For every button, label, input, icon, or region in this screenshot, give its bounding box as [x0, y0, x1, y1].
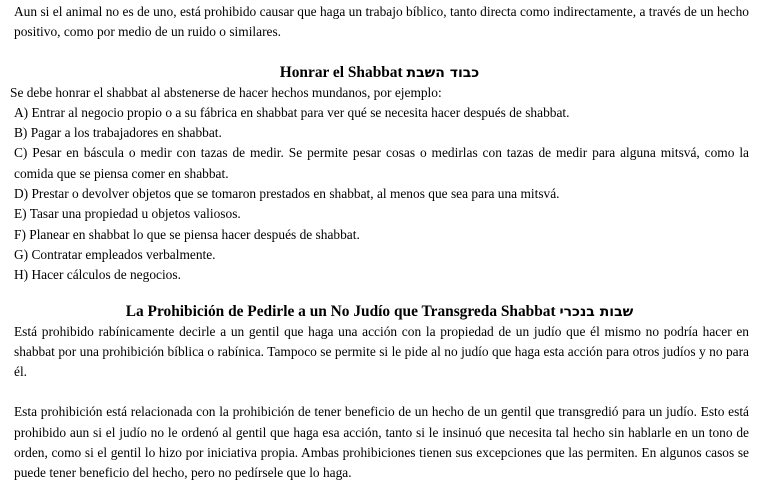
shabbat-list	[10, 103, 749, 286]
section-title: Honrar el Shabbat	[279, 63, 403, 81]
body-paragraph: Está prohibido rabínicamente decirle a un gentil que haga una acción con la propiedad de un judío que él mismo no podría hacer en shabbat por una prohibición bíblica o rabínica. Tampoco se permite si le pide al no judío que haga esta acción para otros judíos y no para él.	[14, 323, 749, 380]
hebrew-title: שבות בנכרי	[559, 303, 634, 320]
section-title: La Prohibición de Pedirle a un No Judío que Transgreda Shabbat	[125, 302, 556, 320]
list-item: H) Hacer cálculos de negocios.	[14, 267, 181, 283]
list-item: G) Contratar empleados verbalmente.	[14, 246, 216, 262]
section-heading-prohibicion	[10, 302, 749, 322]
document-page	[0, 2, 761, 502]
list-item: A) Entrar al negocio propio o a su fábrica en shabbat para ver qué se necesita hacer después de shabbat.	[14, 104, 570, 120]
section-lead: Se debe honrar el shabbat al abstenerse de hacer hechos mundanos, por ejemplo:	[10, 84, 442, 100]
section-heading-honrar	[10, 63, 749, 83]
hebrew-title: כבוד השבת	[406, 64, 480, 81]
body-paragraph: Esta prohibición está relacionada con la prohibición de tener beneficio de un hecho de un gentil que transgredió para un judío. Esto está prohibido aun si el judío no le ordenó al gentil que haga esa acción, tanto si le insinuó que necesita tal hecho sin hablarle en un tono de orden, como si el gentil lo hizo por iniciativa propia. Ambas prohibiciones tienen sus excepciones que las permiten. En algunos casos se puede tener beneficio del hecho, pero no pedírsele que lo haga.	[14, 404, 749, 481]
list-item: F) Planear en shabbat lo que se piensa hacer después de shabbat.	[14, 226, 360, 242]
list-item: D) Prestar o devolver objetos que se tomaron prestados en shabbat, al menos que sea para una mitsvá.	[14, 186, 560, 202]
list-item: E) Tasar una propiedad u objetos valiosos.	[14, 206, 241, 222]
list-item: C) Pesar en báscula o medir con tazas de medir. Se permite pesar cosas o medirlas con tazas de medir para alguna mitsvá, como la comida que se piensa comer en shabbat.	[14, 145, 749, 181]
list-item: B) Pagar a los trabajadores en shabbat.	[14, 125, 222, 141]
intro-paragraph: Aun si el animal no es de uno, está prohibido causar que haga un trabajo bíblico, tanto directa como indirectamente, a través de un hecho positivo, como por medio de un ruido o similares.	[14, 4, 749, 40]
